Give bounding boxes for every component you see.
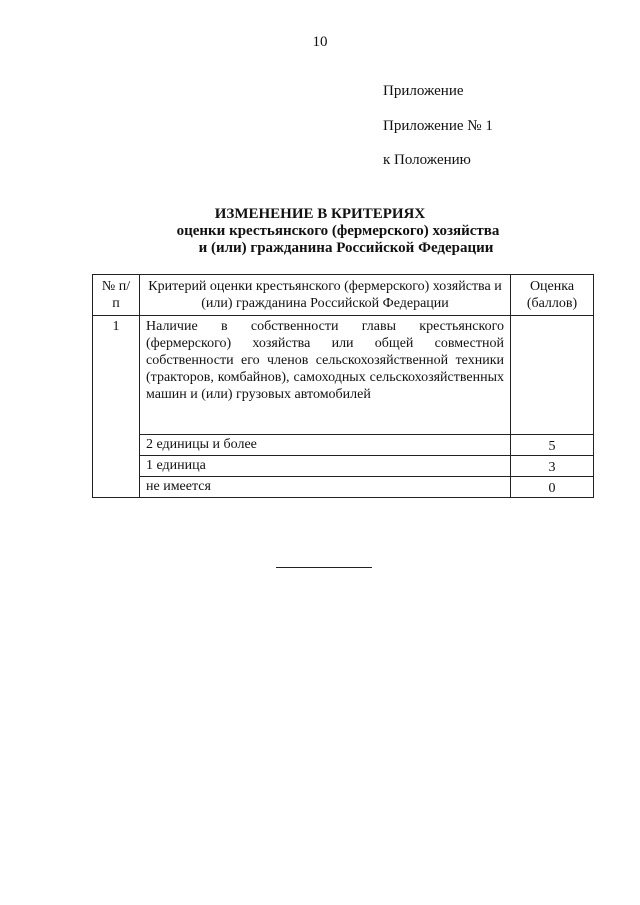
option-score: 3 <box>511 456 594 477</box>
table-row <box>93 456 594 477</box>
row-number: 1 <box>93 316 140 498</box>
title-line-2: оценки крестьянского (фермерского) хозяйства <box>176 223 500 239</box>
criterion-score-empty <box>511 316 594 435</box>
appendix-label: Приложение <box>383 83 464 99</box>
criterion-text: Наличие в собственности главы крестьянского (фермерского) хозяйства или общей совместной собственности его членов сельскохозяйственной техники (тракторов, комбайнов), самоходных сельскохозяйственных машин и (или) грузовых автомобилей <box>140 316 511 435</box>
table-row <box>93 477 594 498</box>
header-criterion: Критерий оценки крестьянского (фермерского) хозяйства и (или) гражданина Российской Федерации <box>140 275 511 316</box>
option-score: 5 <box>511 435 594 456</box>
header-score: Оценка (баллов) <box>511 275 594 316</box>
header-number: № п/п <box>93 275 140 316</box>
title-line-3: и (или) гражданина Российской Федерации <box>198 240 494 256</box>
table-row <box>93 316 594 435</box>
option-score: 0 <box>511 477 594 498</box>
option-label: 1 единица <box>140 456 511 477</box>
table-header-row <box>93 275 594 316</box>
option-label: 2 единицы и более <box>140 435 511 456</box>
table-row <box>93 435 594 456</box>
document-title <box>0 206 640 257</box>
criteria-table <box>92 274 594 498</box>
appendix-reference: к Положению <box>383 152 471 168</box>
page-number: 10 <box>312 34 328 50</box>
appendix-number: Приложение № 1 <box>383 118 493 134</box>
option-label: не имеется <box>140 477 511 498</box>
title-line-1: ИЗМЕНЕНИЕ В КРИТЕРИЯХ <box>214 206 426 222</box>
end-divider <box>276 567 372 568</box>
